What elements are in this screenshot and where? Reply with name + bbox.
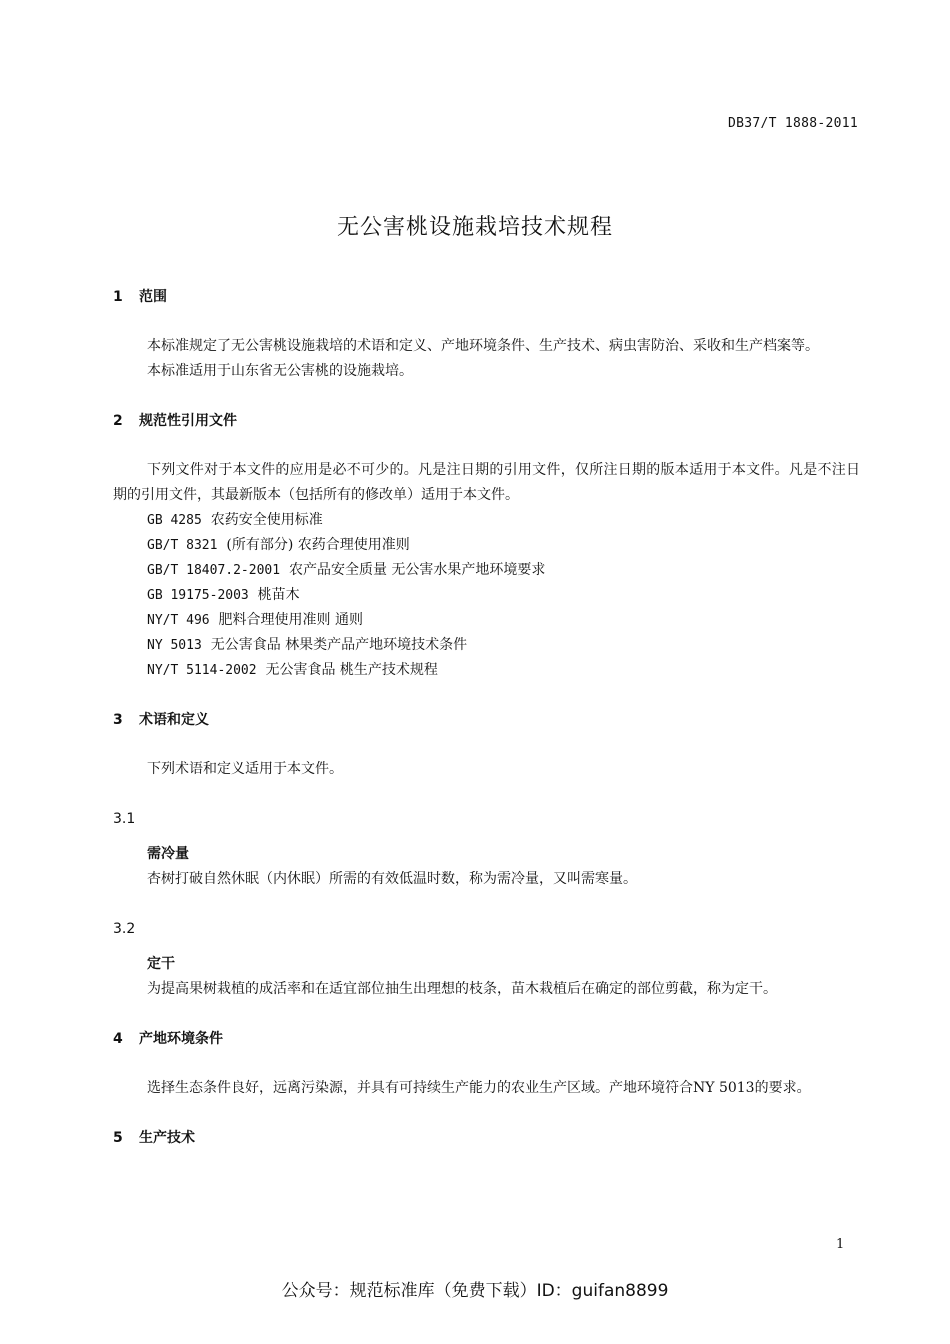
section-title: 范围 — [139, 289, 167, 305]
term-title: 需冷量 — [147, 846, 189, 862]
section-number: 1 — [113, 289, 123, 305]
paragraph: 本标准规定了无公害桃设施栽培的术语和定义、产地环境条件、生产技术、病虫害防治、采收和生产档案等。 — [147, 338, 819, 354]
section-3-heading — [113, 709, 860, 731]
reference-name: 无公害食品 林果类产品产地环境技术条件 — [210, 637, 468, 653]
document-title: 无公害桃设施栽培技术规程 — [336, 215, 613, 240]
section-5-heading — [113, 1127, 860, 1149]
document-body — [113, 286, 860, 1175]
reference-name: 桃苗木 — [257, 587, 300, 603]
page-number: 1 — [836, 1237, 845, 1252]
paragraph: 选择生态条件良好，远离污染源，并具有可持续生产能力的农业生产区域。产地环境符合NY 5013的要求。 — [147, 1080, 811, 1096]
reference-name: 无公害食品 桃生产技术规程 — [265, 662, 438, 678]
reference-item — [113, 608, 860, 633]
reference-item — [113, 658, 860, 683]
reference-code: NY 5013 — [147, 638, 202, 653]
reference-name: 农产品安全质量 无公害水果产地环境要求 — [288, 562, 546, 578]
reference-code: GB/T 8321 — [147, 538, 218, 553]
reference-item — [113, 508, 860, 533]
section-2-heading — [113, 410, 860, 432]
paragraph: 下列术语和定义适用于本文件。 — [147, 761, 343, 777]
footer-watermark: 公众号：规范标准库（免费下载）ID：guifan8899 — [281, 1281, 669, 1301]
section-number: 2 — [113, 413, 123, 429]
term-definition: 为提高果树栽植的成活率和在适宜部位抽生出理想的枝条，苗木栽植后在确定的部位剪截，称为定干。 — [147, 981, 777, 997]
reference-name: 农药安全使用标准 — [210, 512, 323, 528]
section-title: 规范性引用文件 — [139, 413, 237, 429]
section-title: 生产技术 — [139, 1130, 195, 1146]
section-1-heading — [113, 286, 860, 308]
reference-name: (所有部分) 农药合理使用准则 — [226, 537, 410, 553]
section-number: 5 — [113, 1130, 123, 1146]
term-definition: 杏树打破自然休眠（内休眠）所需的有效低温时数，称为需冷量，又叫需寒量。 — [147, 871, 637, 887]
reference-item — [113, 583, 860, 608]
reference-item — [113, 558, 860, 583]
subsection-number: 3.2 — [113, 921, 136, 937]
reference-code: GB 4285 — [147, 513, 202, 528]
reference-item — [113, 633, 860, 658]
paragraph: 本标准适用于山东省无公害桃的设施栽培。 — [147, 363, 413, 379]
subsection-number: 3.1 — [113, 811, 136, 827]
reference-code: GB/T 18407.2-2001 — [147, 563, 281, 578]
reference-code: GB 19175-2003 — [147, 588, 249, 603]
paragraph: 下列文件对于本文件的应用是必不可少的。凡是注日期的引用文件，仅所注日期的版本适用于本文件。凡是不注日期的引用文件，其最新版本（包括所有的修改单）适用于本文件。 — [113, 462, 860, 503]
reference-code: NY/T 496 — [147, 613, 210, 628]
section-title: 产地环境条件 — [139, 1031, 223, 1047]
section-title: 术语和定义 — [139, 712, 209, 728]
section-4-heading — [113, 1028, 860, 1050]
section-number: 4 — [113, 1031, 123, 1047]
section-number: 3 — [113, 712, 123, 728]
reference-code: NY/T 5114-2002 — [147, 663, 257, 678]
reference-name: 肥料合理使用准则 通则 — [218, 612, 363, 628]
term-title: 定干 — [147, 956, 175, 972]
standard-code: DB37/T 1888-2011 — [727, 116, 858, 131]
reference-item — [113, 533, 860, 558]
